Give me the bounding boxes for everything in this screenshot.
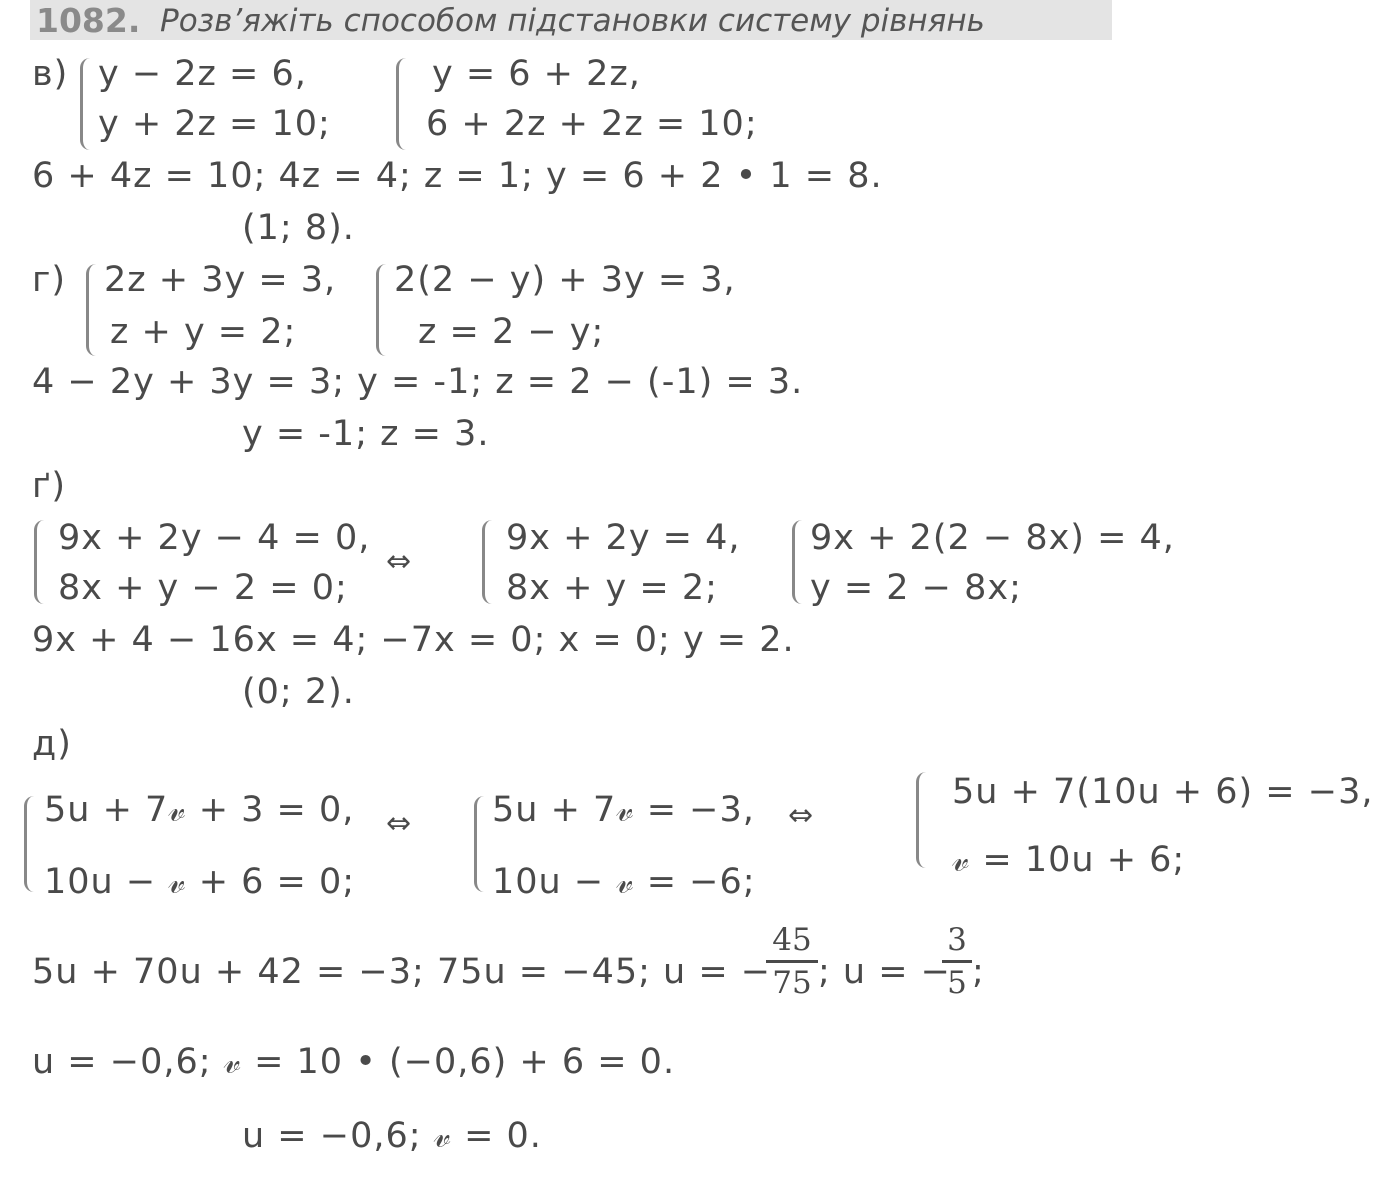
solution-line: 4 − 2y + 3y = 3; y = -1; z = 2 − (-1) = 3.: [32, 362, 804, 402]
equation: 10u − 𝓋 = −6;: [492, 862, 756, 902]
equation: 𝓋 = 10u + 6;: [952, 840, 1186, 880]
solution-line: ;: [972, 952, 985, 992]
numerator: 45: [772, 922, 812, 958]
brace: [86, 264, 103, 356]
exercise-title: Розв’яжіть способом підстановки систему рівнянь: [160, 3, 985, 39]
fraction: [942, 922, 972, 1001]
answer: u = −0,6; 𝓋 = 0.: [242, 1116, 542, 1156]
equation: y − 2z = 6,: [98, 54, 307, 94]
fraction-bar: [766, 960, 818, 963]
answer: y = -1; z = 3.: [242, 414, 490, 454]
brace: [34, 520, 51, 604]
fraction: [766, 922, 818, 1001]
fraction-bar: [942, 960, 972, 963]
equation: y + 2z = 10;: [98, 104, 331, 144]
part-g2-label: ґ): [32, 466, 67, 506]
brace: [80, 58, 97, 150]
solution-line: ; u = −: [818, 952, 952, 992]
equation: 2z + 3y = 3,: [104, 260, 337, 300]
equation: 10u − 𝓋 + 6 = 0;: [44, 862, 356, 902]
equation: 5u + 7𝓋 + 3 = 0,: [44, 790, 355, 830]
equation: z = 2 − y;: [418, 312, 605, 352]
denominator: 75: [772, 965, 812, 1001]
equivalence-sign: ⇔: [788, 798, 815, 833]
part-d-label: д): [32, 724, 72, 764]
equation: 9x + 2y − 4 = 0,: [58, 518, 371, 558]
equation: 8x + y = 2;: [506, 568, 718, 608]
equation: z + y = 2;: [110, 312, 297, 352]
numerator: 3: [947, 922, 967, 958]
equation: y = 2 − 8x;: [810, 568, 1022, 608]
equation: 6 + 2z + 2z = 10;: [426, 104, 758, 144]
solution-line: 5u + 70u + 42 = −3; 75u = −45; u = −: [32, 952, 772, 992]
equation: 8x + y − 2 = 0;: [58, 568, 348, 608]
part-g-label: г): [32, 260, 67, 300]
solution-line: 9x + 4 − 16x = 4; −7x = 0; x = 0; y = 2.: [32, 620, 795, 660]
answer: (1; 8).: [242, 208, 355, 248]
exercise-number: 1082.: [36, 1, 141, 40]
equation: 2(2 − y) + 3y = 3,: [394, 260, 736, 300]
part-v-label: в): [32, 54, 69, 94]
solution-line: 6 + 4z = 10; 4z = 4; z = 1; y = 6 + 2 • 1 = 8.: [32, 156, 883, 196]
brace: [376, 264, 393, 356]
answer: (0; 2).: [242, 672, 355, 712]
equivalence-sign: ⇔: [386, 544, 413, 579]
brace: [482, 520, 499, 604]
solution-line: u = −0,6; 𝓋 = 10 • (−0,6) + 6 = 0.: [32, 1042, 676, 1082]
brace: [474, 796, 491, 892]
equation: 5u + 7𝓋 = −3,: [492, 790, 755, 830]
brace: [792, 520, 809, 604]
denominator: 5: [947, 965, 967, 1001]
equation: 9x + 2(2 − 8x) = 4,: [810, 518, 1175, 558]
equation: 5u + 7(10u + 6) = −3,: [952, 772, 1374, 812]
equivalence-sign: ⇔: [386, 806, 413, 841]
brace: [24, 796, 41, 892]
brace: [396, 58, 413, 150]
equation: 9x + 2y = 4,: [506, 518, 741, 558]
brace: [916, 772, 933, 868]
equation: y = 6 + 2z,: [432, 54, 641, 94]
